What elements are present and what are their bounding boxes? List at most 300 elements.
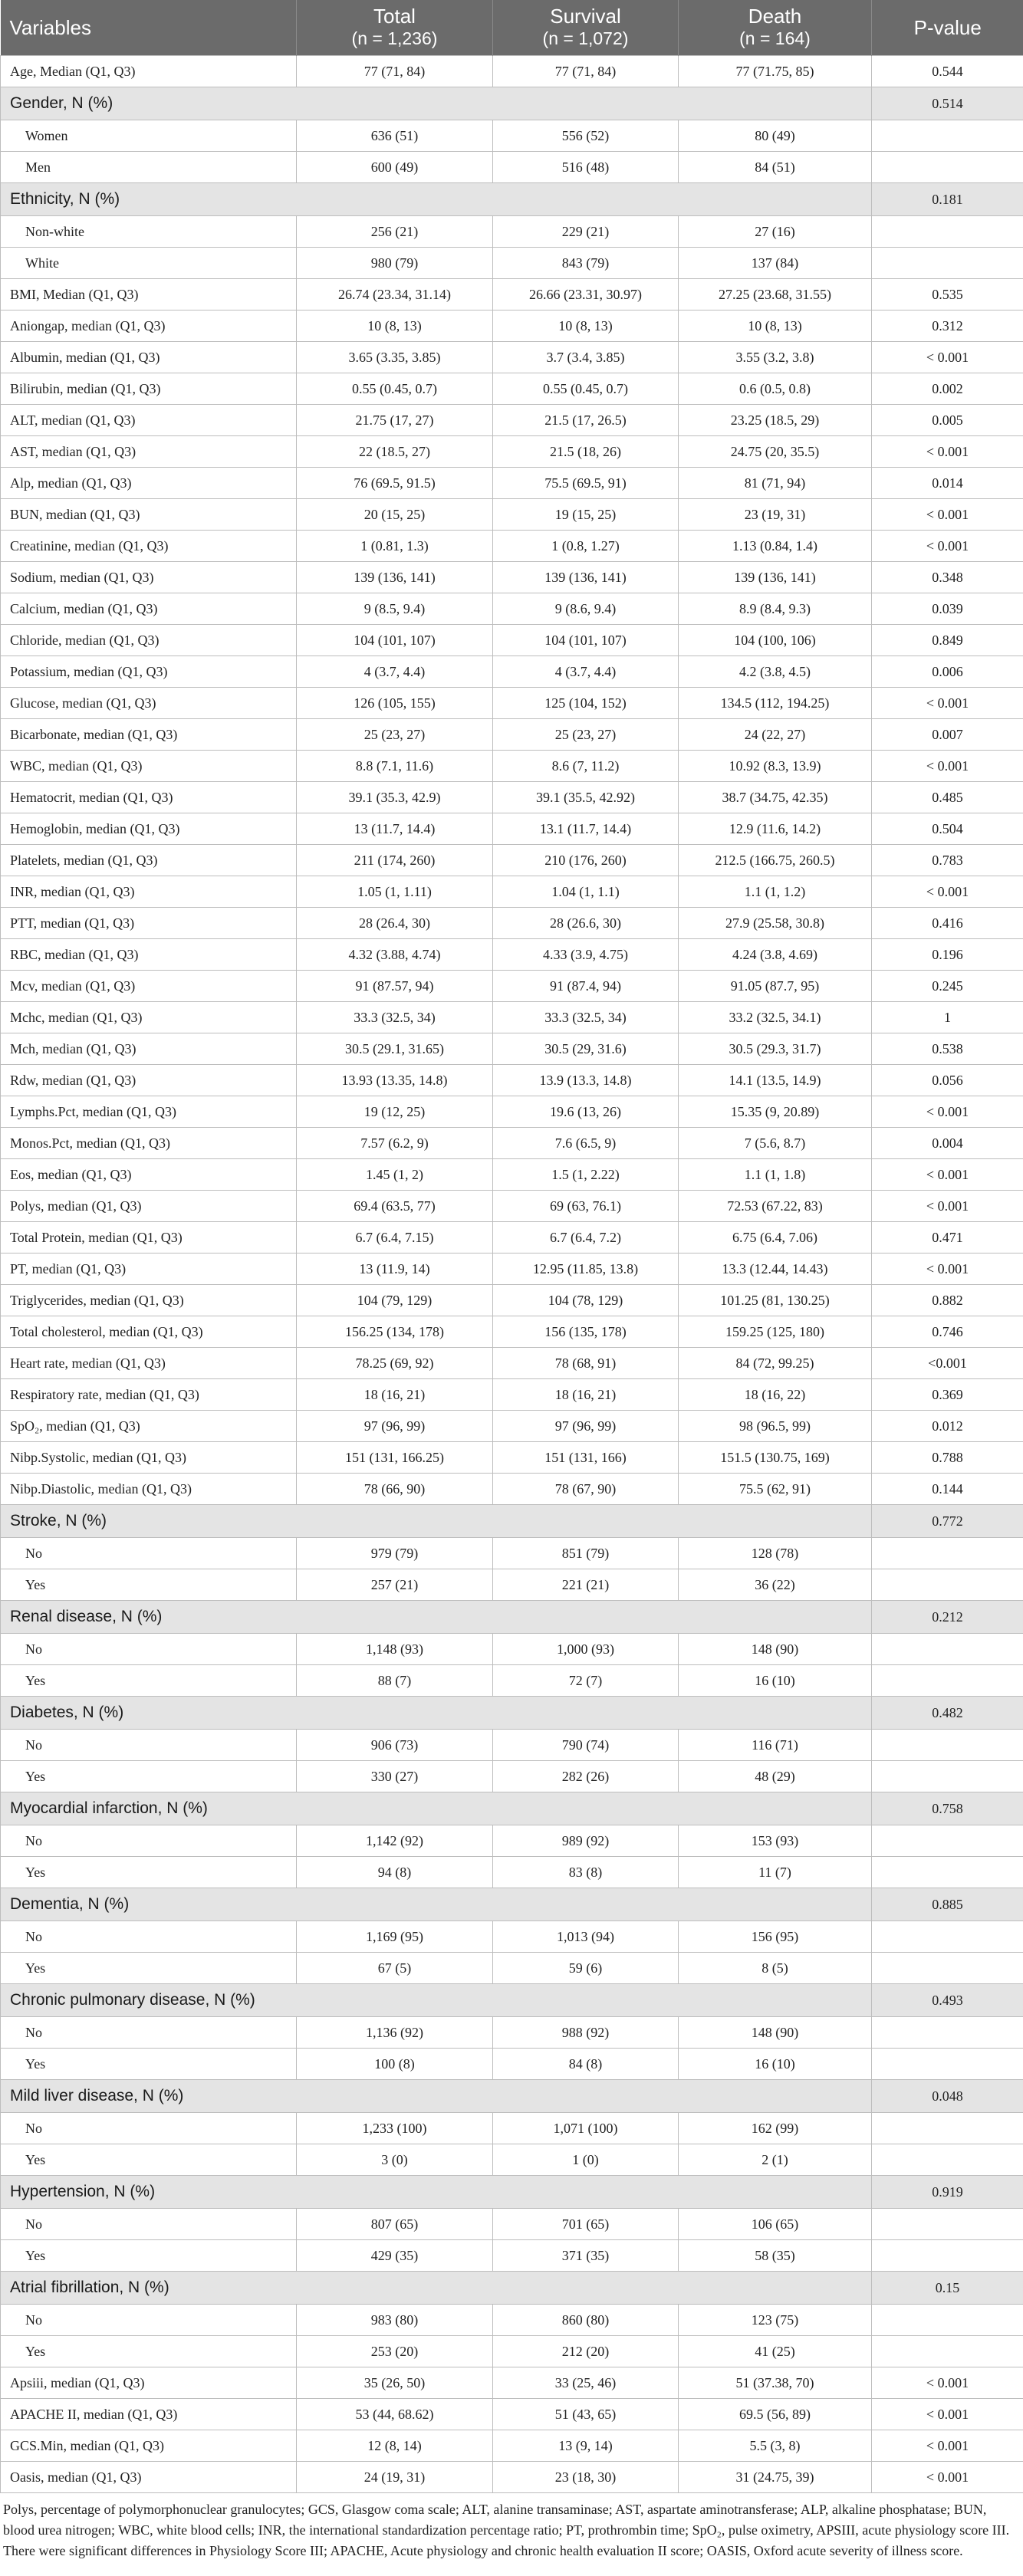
death-cell: 104 (100, 106) xyxy=(679,625,872,656)
total-cell: 1,136 (92) xyxy=(297,2017,493,2049)
variable-label: Mchc, median (Q1, Q3) xyxy=(1,1002,297,1033)
variable-label: Polys, median (Q1, Q3) xyxy=(1,1191,297,1222)
section-empty-cell xyxy=(493,1984,679,2017)
p-value-cell: 0.758 xyxy=(872,1792,1023,1825)
total-cell: 94 (8) xyxy=(297,1857,493,1888)
variable-label: Yes xyxy=(1,2336,297,2367)
variable-row xyxy=(1,56,1023,87)
variable-label: INR, median (Q1, Q3) xyxy=(1,876,297,908)
variable-label: RBC, median (Q1, Q3) xyxy=(1,939,297,971)
p-value-cell: 0.369 xyxy=(872,1379,1023,1411)
variable-label: Albumin, median (Q1, Q3) xyxy=(1,342,297,373)
variable-row xyxy=(1,1128,1023,1159)
total-cell: 1.45 (1, 2) xyxy=(297,1159,493,1191)
variable-label: Men xyxy=(1,152,297,183)
survival-cell: 10 (8, 13) xyxy=(493,310,679,342)
variable-label: AST, median (Q1, Q3) xyxy=(1,436,297,468)
section-row xyxy=(1,183,1023,216)
variable-row xyxy=(1,939,1023,971)
variable-label: Nibp.Systolic, median (Q1, Q3) xyxy=(1,1442,297,1474)
death-cell: 12.9 (11.6, 14.2) xyxy=(679,813,872,845)
category-row xyxy=(1,1761,1023,1792)
survival-cell: 556 (52) xyxy=(493,120,679,152)
total-cell: 35 (26, 50) xyxy=(297,2367,493,2399)
survival-cell: 84 (8) xyxy=(493,2049,679,2080)
p-value-cell xyxy=(872,216,1023,248)
survival-cell: 23 (18, 30) xyxy=(493,2462,679,2493)
survival-cell: 30.5 (29, 31.6) xyxy=(493,1033,679,1065)
p-value-cell xyxy=(872,1538,1023,1569)
p-value-cell: 0.245 xyxy=(872,971,1023,1002)
survival-cell: 4.33 (3.9, 4.75) xyxy=(493,939,679,971)
variable-label: No xyxy=(1,1730,297,1761)
total-cell: 104 (79, 129) xyxy=(297,1285,493,1316)
death-cell: 24.75 (20, 35.5) xyxy=(679,436,872,468)
variable-label: Non-white xyxy=(1,216,297,248)
death-cell: 116 (71) xyxy=(679,1730,872,1761)
section-label: Ethnicity, N (%) xyxy=(1,183,297,216)
survival-cell: 371 (35) xyxy=(493,2240,679,2272)
total-cell: 3.65 (3.35, 3.85) xyxy=(297,342,493,373)
death-cell: 77 (71.75, 85) xyxy=(679,56,872,87)
section-empty-cell xyxy=(493,1792,679,1825)
total-cell: 211 (174, 260) xyxy=(297,845,493,876)
section-label: Myocardial infarction, N (%) xyxy=(1,1792,297,1825)
section-row xyxy=(1,2272,1023,2305)
total-cell: 28 (26.4, 30) xyxy=(297,908,493,939)
total-cell: 256 (21) xyxy=(297,216,493,248)
variable-label: Mch, median (Q1, Q3) xyxy=(1,1033,297,1065)
total-cell: 151 (131, 166.25) xyxy=(297,1442,493,1474)
p-value-cell: 0.144 xyxy=(872,1474,1023,1505)
section-label: Gender, N (%) xyxy=(1,87,297,120)
survival-cell: 851 (79) xyxy=(493,1538,679,1569)
p-value-cell: 1 xyxy=(872,1002,1023,1033)
total-cell: 983 (80) xyxy=(297,2305,493,2336)
category-row xyxy=(1,2305,1023,2336)
p-value-cell: 0.919 xyxy=(872,2176,1023,2209)
variable-label: White xyxy=(1,248,297,279)
category-row xyxy=(1,2209,1023,2240)
total-cell: 10 (8, 13) xyxy=(297,310,493,342)
survival-cell: 21.5 (18, 26) xyxy=(493,436,679,468)
survival-cell: 988 (92) xyxy=(493,2017,679,2049)
survival-cell: 33.3 (32.5, 34) xyxy=(493,1002,679,1033)
category-row xyxy=(1,1921,1023,1953)
death-cell: 4.2 (3.8, 4.5) xyxy=(679,656,872,688)
survival-cell: 151 (131, 166) xyxy=(493,1442,679,1474)
variable-label: Eos, median (Q1, Q3) xyxy=(1,1159,297,1191)
p-value-cell xyxy=(872,1857,1023,1888)
variable-row xyxy=(1,876,1023,908)
p-value-cell: <0.001 xyxy=(872,1348,1023,1379)
section-empty-cell xyxy=(679,1888,872,1921)
section-row xyxy=(1,1792,1023,1825)
total-cell: 429 (35) xyxy=(297,2240,493,2272)
total-cell: 126 (105, 155) xyxy=(297,688,493,719)
table-footnote: Polys, percentage of polymorphonuclear granulocytes; GCS, Glasgow coma scale; ALT, alanine transaminase; AST, aspartate aminotransferase; ALP, alkaline phosphatase; BUN, blood urea nitrogen; WBC, white blood cells; INR, the international standardization percentage ratio; PT, prothrombin time; SpO₂, pulse oximetry, APSIII, acute physiology score III. There were significant differences in Physiology Score III; APACHE, Acute physiology and chronic health evaluation II score; OASIS, Oxford acute severity of illness score. xyxy=(3,2502,1010,2558)
total-cell: 807 (65) xyxy=(297,2209,493,2240)
total-cell: 30.5 (29.1, 31.65) xyxy=(297,1033,493,1065)
p-value-cell: < 0.001 xyxy=(872,531,1023,562)
survival-cell: 221 (21) xyxy=(493,1569,679,1601)
death-cell: 2 (1) xyxy=(679,2144,872,2176)
section-row xyxy=(1,1697,1023,1730)
survival-cell: 701 (65) xyxy=(493,2209,679,2240)
p-value-cell: 0.196 xyxy=(872,939,1023,971)
variable-row xyxy=(1,688,1023,719)
section-row xyxy=(1,87,1023,120)
p-value-cell xyxy=(872,152,1023,183)
total-cell: 1 (0.81, 1.3) xyxy=(297,531,493,562)
variable-label: Women xyxy=(1,120,297,152)
section-empty-cell xyxy=(679,2272,872,2305)
variable-row xyxy=(1,751,1023,782)
section-empty-cell xyxy=(493,2176,679,2209)
survival-cell: 83 (8) xyxy=(493,1857,679,1888)
variable-label: Bilirubin, median (Q1, Q3) xyxy=(1,373,297,405)
total-cell: 3 (0) xyxy=(297,2144,493,2176)
category-row xyxy=(1,2144,1023,2176)
variable-row xyxy=(1,625,1023,656)
variable-label: No xyxy=(1,1538,297,1569)
variable-label: Heart rate, median (Q1, Q3) xyxy=(1,1348,297,1379)
death-cell: 31 (24.75, 39) xyxy=(679,2462,872,2493)
p-value-cell: < 0.001 xyxy=(872,2430,1023,2462)
total-cell: 33.3 (32.5, 34) xyxy=(297,1002,493,1033)
variable-label: Age, Median (Q1, Q3) xyxy=(1,56,297,87)
survival-cell: 210 (176, 260) xyxy=(493,845,679,876)
section-empty-cell xyxy=(297,183,493,216)
death-cell: 14.1 (13.5, 14.9) xyxy=(679,1065,872,1096)
death-cell: 38.7 (34.75, 42.35) xyxy=(679,782,872,813)
section-empty-cell xyxy=(493,1697,679,1730)
death-cell: 15.35 (9, 20.89) xyxy=(679,1096,872,1128)
variable-label: Hemoglobin, median (Q1, Q3) xyxy=(1,813,297,845)
variable-row xyxy=(1,1222,1023,1254)
death-cell: 69.5 (56, 89) xyxy=(679,2399,872,2430)
section-empty-cell xyxy=(493,1505,679,1538)
variable-row xyxy=(1,1033,1023,1065)
p-value-cell: 0.002 xyxy=(872,373,1023,405)
variable-label: Alp, median (Q1, Q3) xyxy=(1,468,297,499)
table-header xyxy=(1,0,1023,56)
p-value-cell: 0.056 xyxy=(872,1065,1023,1096)
death-cell: 91.05 (87.7, 95) xyxy=(679,971,872,1002)
survival-cell: 4 (3.7, 4.4) xyxy=(493,656,679,688)
variable-label: Glucose, median (Q1, Q3) xyxy=(1,688,297,719)
section-label: Mild liver disease, N (%) xyxy=(1,2080,297,2113)
variable-row xyxy=(1,845,1023,876)
variable-row xyxy=(1,593,1023,625)
category-row xyxy=(1,2113,1023,2144)
variable-row xyxy=(1,342,1023,373)
variable-label: No xyxy=(1,2209,297,2240)
section-empty-cell xyxy=(493,183,679,216)
section-row xyxy=(1,2080,1023,2113)
total-cell: 0.55 (0.45, 0.7) xyxy=(297,373,493,405)
section-label: Dementia, N (%) xyxy=(1,1888,297,1921)
total-cell: 88 (7) xyxy=(297,1665,493,1697)
category-row xyxy=(1,2049,1023,2080)
section-label: Stroke, N (%) xyxy=(1,1505,297,1538)
variable-row xyxy=(1,1442,1023,1474)
p-value-cell: 0.348 xyxy=(872,562,1023,593)
section-empty-cell xyxy=(297,2080,493,2113)
survival-cell: 6.7 (6.4, 7.2) xyxy=(493,1222,679,1254)
variable-label: No xyxy=(1,2305,297,2336)
death-cell: 41 (25) xyxy=(679,2336,872,2367)
p-value-cell xyxy=(872,2209,1023,2240)
total-cell: 6.7 (6.4, 7.15) xyxy=(297,1222,493,1254)
variable-row xyxy=(1,1159,1023,1191)
p-value-cell: 0.416 xyxy=(872,908,1023,939)
total-cell: 1,148 (93) xyxy=(297,1634,493,1665)
p-value-cell: 0.772 xyxy=(872,1505,1023,1538)
variable-label: Yes xyxy=(1,2144,297,2176)
variable-row xyxy=(1,499,1023,531)
death-cell: 30.5 (29.3, 31.7) xyxy=(679,1033,872,1065)
section-empty-cell xyxy=(297,1601,493,1634)
survival-cell: 13.1 (11.7, 14.4) xyxy=(493,813,679,845)
death-cell: 72.53 (67.22, 83) xyxy=(679,1191,872,1222)
survival-cell: 229 (21) xyxy=(493,216,679,248)
total-cell: 26.74 (23.34, 31.14) xyxy=(297,279,493,310)
total-cell: 13.93 (13.35, 14.8) xyxy=(297,1065,493,1096)
category-row xyxy=(1,1634,1023,1665)
death-cell: 23 (19, 31) xyxy=(679,499,872,531)
section-empty-cell xyxy=(679,87,872,120)
section-empty-cell xyxy=(297,2272,493,2305)
p-value-cell: 0.212 xyxy=(872,1601,1023,1634)
section-empty-cell xyxy=(679,1601,872,1634)
p-value-cell: 0.012 xyxy=(872,1411,1023,1442)
total-cell: 77 (71, 84) xyxy=(297,56,493,87)
section-empty-cell xyxy=(297,1888,493,1921)
death-cell: 16 (10) xyxy=(679,1665,872,1697)
p-value-cell: 0.849 xyxy=(872,625,1023,656)
p-value-cell: 0.006 xyxy=(872,656,1023,688)
p-value-cell: < 0.001 xyxy=(872,2367,1023,2399)
section-empty-cell xyxy=(493,1888,679,1921)
total-cell: 67 (5) xyxy=(297,1953,493,1984)
variable-row xyxy=(1,531,1023,562)
total-cell: 18 (16, 21) xyxy=(297,1379,493,1411)
variable-label: No xyxy=(1,2017,297,2049)
category-row xyxy=(1,1825,1023,1857)
section-label: Diabetes, N (%) xyxy=(1,1697,297,1730)
variable-label: GCS.Min, median (Q1, Q3) xyxy=(1,2430,297,2462)
variable-label: Chloride, median (Q1, Q3) xyxy=(1,625,297,656)
section-label: Renal disease, N (%) xyxy=(1,1601,297,1634)
variable-row xyxy=(1,908,1023,939)
survival-cell: 1.04 (1, 1.1) xyxy=(493,876,679,908)
p-value-cell: 0.181 xyxy=(872,183,1023,216)
p-value-cell xyxy=(872,1761,1023,1792)
variable-label: WBC, median (Q1, Q3) xyxy=(1,751,297,782)
total-cell: 139 (136, 141) xyxy=(297,562,493,593)
survival-cell: 9 (8.6, 9.4) xyxy=(493,593,679,625)
death-cell: 137 (84) xyxy=(679,248,872,279)
death-cell: 80 (49) xyxy=(679,120,872,152)
section-row xyxy=(1,1888,1023,1921)
survival-cell: 19 (15, 25) xyxy=(493,499,679,531)
total-cell: 1,233 (100) xyxy=(297,2113,493,2144)
death-cell: 148 (90) xyxy=(679,1634,872,1665)
variable-row xyxy=(1,2367,1023,2399)
table-body xyxy=(1,56,1023,2493)
variable-row xyxy=(1,782,1023,813)
total-cell: 257 (21) xyxy=(297,1569,493,1601)
total-cell: 1,169 (95) xyxy=(297,1921,493,1953)
p-value-cell: < 0.001 xyxy=(872,876,1023,908)
header-survival: Survival (n = 1,072) xyxy=(493,0,679,56)
p-value-cell: < 0.001 xyxy=(872,499,1023,531)
total-cell: 19 (12, 25) xyxy=(297,1096,493,1128)
p-value-cell xyxy=(872,2144,1023,2176)
survival-cell: 516 (48) xyxy=(493,152,679,183)
death-cell: 156 (95) xyxy=(679,1921,872,1953)
category-row xyxy=(1,1538,1023,1569)
death-cell: 11 (7) xyxy=(679,1857,872,1888)
survival-cell: 78 (68, 91) xyxy=(493,1348,679,1379)
survival-cell: 282 (26) xyxy=(493,1761,679,1792)
section-empty-cell xyxy=(679,1984,872,2017)
death-cell: 75.5 (62, 91) xyxy=(679,1474,872,1505)
variable-label: Yes xyxy=(1,1665,297,1697)
survival-cell: 7.6 (6.5, 9) xyxy=(493,1128,679,1159)
variable-label: Potassium, median (Q1, Q3) xyxy=(1,656,297,688)
death-cell: 10 (8, 13) xyxy=(679,310,872,342)
survival-cell: 28 (26.6, 30) xyxy=(493,908,679,939)
death-cell: 139 (136, 141) xyxy=(679,562,872,593)
p-value-cell: 0.788 xyxy=(872,1442,1023,1474)
total-cell: 4.32 (3.88, 4.74) xyxy=(297,939,493,971)
p-value-cell xyxy=(872,2049,1023,2080)
category-row xyxy=(1,1569,1023,1601)
variable-row xyxy=(1,1254,1023,1285)
total-cell: 13 (11.7, 14.4) xyxy=(297,813,493,845)
survival-cell: 139 (136, 141) xyxy=(493,562,679,593)
death-cell: 1.1 (1, 1.8) xyxy=(679,1159,872,1191)
total-cell: 7.57 (6.2, 9) xyxy=(297,1128,493,1159)
variable-label: Nibp.Diastolic, median (Q1, Q3) xyxy=(1,1474,297,1505)
death-cell: 148 (90) xyxy=(679,2017,872,2049)
p-value-cell: < 0.001 xyxy=(872,1096,1023,1128)
variable-row xyxy=(1,971,1023,1002)
p-value-cell xyxy=(872,1953,1023,1984)
p-value-cell: 0.535 xyxy=(872,279,1023,310)
variable-row xyxy=(1,562,1023,593)
variable-label: BMI, Median (Q1, Q3) xyxy=(1,279,297,310)
section-row xyxy=(1,2176,1023,2209)
death-cell: 8 (5) xyxy=(679,1953,872,1984)
survival-cell: 12.95 (11.85, 13.8) xyxy=(493,1254,679,1285)
total-cell: 906 (73) xyxy=(297,1730,493,1761)
survival-cell: 18 (16, 21) xyxy=(493,1379,679,1411)
variable-row xyxy=(1,2430,1023,2462)
death-cell: 106 (65) xyxy=(679,2209,872,2240)
survival-cell: 3.7 (3.4, 3.85) xyxy=(493,342,679,373)
death-cell: 134.5 (112, 194.25) xyxy=(679,688,872,719)
survival-cell: 156 (135, 178) xyxy=(493,1316,679,1348)
death-cell: 84 (51) xyxy=(679,152,872,183)
total-cell: 9 (8.5, 9.4) xyxy=(297,593,493,625)
variable-label: BUN, median (Q1, Q3) xyxy=(1,499,297,531)
total-cell: 24 (19, 31) xyxy=(297,2462,493,2493)
variable-row xyxy=(1,1002,1023,1033)
section-empty-cell xyxy=(297,87,493,120)
survival-cell: 104 (101, 107) xyxy=(493,625,679,656)
p-value-cell xyxy=(872,1569,1023,1601)
variable-row xyxy=(1,1096,1023,1128)
category-row xyxy=(1,1953,1023,1984)
variable-label: Yes xyxy=(1,2049,297,2080)
death-cell: 153 (93) xyxy=(679,1825,872,1857)
variable-row xyxy=(1,1285,1023,1316)
variable-label: Respiratory rate, median (Q1, Q3) xyxy=(1,1379,297,1411)
death-cell: 24 (22, 27) xyxy=(679,719,872,751)
p-value-cell: 0.885 xyxy=(872,1888,1023,1921)
variable-label: Aniongap, median (Q1, Q3) xyxy=(1,310,297,342)
section-empty-cell xyxy=(493,87,679,120)
total-cell: 53 (44, 68.62) xyxy=(297,2399,493,2430)
total-cell: 22 (18.5, 27) xyxy=(297,436,493,468)
total-cell: 25 (23, 27) xyxy=(297,719,493,751)
death-cell: 81 (71, 94) xyxy=(679,468,872,499)
variable-label: Yes xyxy=(1,1857,297,1888)
death-cell: 48 (29) xyxy=(679,1761,872,1792)
p-value-cell: 0.882 xyxy=(872,1285,1023,1316)
variable-row xyxy=(1,1316,1023,1348)
p-value-cell xyxy=(872,1730,1023,1761)
variable-row xyxy=(1,656,1023,688)
variable-label: PTT, median (Q1, Q3) xyxy=(1,908,297,939)
category-row xyxy=(1,1665,1023,1697)
survival-cell: 97 (96, 99) xyxy=(493,1411,679,1442)
total-cell: 8.8 (7.1, 11.6) xyxy=(297,751,493,782)
p-value-cell: 0.312 xyxy=(872,310,1023,342)
p-value-cell: 0.004 xyxy=(872,1128,1023,1159)
death-cell: 3.55 (3.2, 3.8) xyxy=(679,342,872,373)
p-value-cell xyxy=(872,2336,1023,2367)
survival-cell: 19.6 (13, 26) xyxy=(493,1096,679,1128)
section-empty-cell xyxy=(679,2176,872,2209)
survival-cell: 860 (80) xyxy=(493,2305,679,2336)
variable-row xyxy=(1,1065,1023,1096)
p-value-cell: < 0.001 xyxy=(872,1191,1023,1222)
variable-label: Hematocrit, median (Q1, Q3) xyxy=(1,782,297,813)
death-cell: 23.25 (18.5, 29) xyxy=(679,405,872,436)
p-value-cell: < 0.001 xyxy=(872,2462,1023,2493)
death-cell: 84 (72, 99.25) xyxy=(679,1348,872,1379)
total-cell: 156.25 (134, 178) xyxy=(297,1316,493,1348)
survival-cell: 1 (0) xyxy=(493,2144,679,2176)
survival-cell: 13.9 (13.3, 14.8) xyxy=(493,1065,679,1096)
survival-cell: 8.6 (7, 11.2) xyxy=(493,751,679,782)
category-row xyxy=(1,2336,1023,2367)
variable-label: No xyxy=(1,2113,297,2144)
death-cell: 27 (16) xyxy=(679,216,872,248)
section-empty-cell xyxy=(679,1792,872,1825)
section-empty-cell xyxy=(297,1505,493,1538)
variable-label: Monos.Pct, median (Q1, Q3) xyxy=(1,1128,297,1159)
header-p-value: P-value xyxy=(872,0,1023,56)
death-cell: 6.75 (6.4, 7.06) xyxy=(679,1222,872,1254)
category-row xyxy=(1,2017,1023,2049)
death-cell: 5.5 (3, 8) xyxy=(679,2430,872,2462)
section-label: Atrial fibrillation, N (%) xyxy=(1,2272,297,2305)
